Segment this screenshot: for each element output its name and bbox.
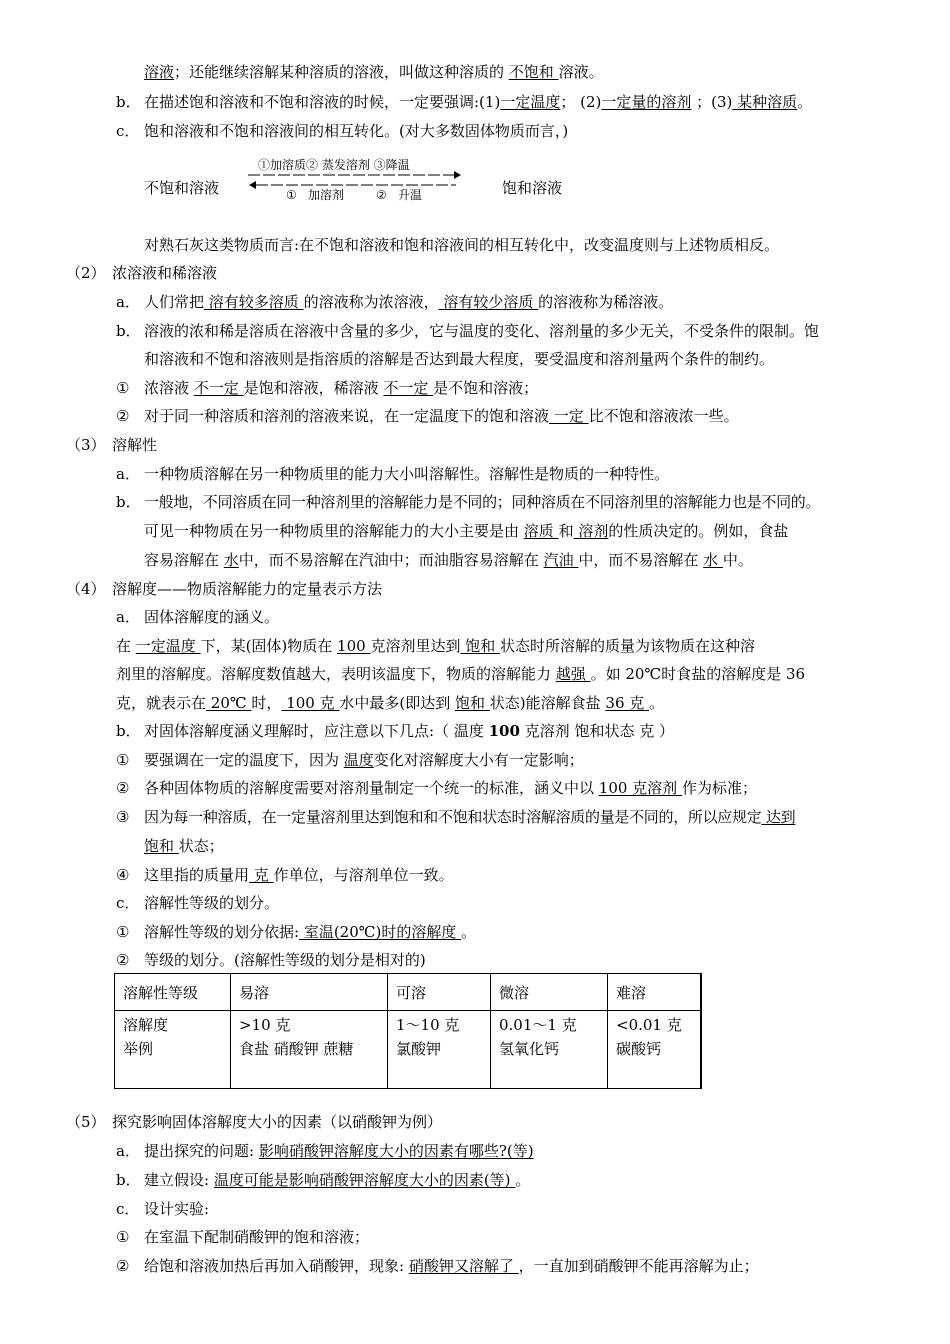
item-marker: ④ — [116, 866, 130, 884]
blank-answer: 一定温度 — [135, 637, 201, 655]
text: 。 — [649, 694, 665, 712]
text-line: 设计实验: — [144, 1200, 210, 1218]
blank-answer: 20℃ — [206, 694, 252, 712]
section-number: （3） — [66, 436, 106, 454]
text: 溶解性等级的划分依据: — [144, 923, 300, 941]
blank-answer: 越强 — [555, 665, 591, 683]
item-marker: c． — [116, 894, 140, 912]
text: 建立假设: — [144, 1171, 214, 1189]
text-line — [144, 922, 476, 942]
text: 给饱和溶液加热后再加入硝酸钾，现象: — [144, 1257, 409, 1275]
table-cell: 溶解度 — [115, 1011, 231, 1039]
text-line — [144, 521, 788, 541]
text-line — [116, 664, 805, 684]
item-marker: ② — [116, 407, 130, 425]
text-line — [144, 721, 674, 741]
text-line — [144, 378, 538, 398]
blank-answer: 溶剂 — [573, 522, 609, 540]
blank-answer: 100 — [337, 637, 371, 655]
text-line — [144, 406, 739, 426]
blank-answer: 达到 — [761, 808, 796, 826]
conversion-left-label: 不饱和溶液 — [144, 179, 220, 197]
solubility-table — [114, 973, 702, 1089]
text: 在描述饱和溶液和不饱和溶液的时候，一定要强调:(1) — [144, 93, 501, 111]
text: ，一直加到硝酸钾不能再溶解为止； — [518, 1257, 759, 1275]
text-line: 在室温下配制硝酸钾的饱和溶液； — [144, 1228, 370, 1246]
text-line — [144, 750, 584, 770]
item-marker: b． — [116, 1171, 141, 1189]
text: 浓溶液 — [144, 379, 194, 397]
section-title: 溶解度——物质溶解能力的定量表示方法 — [112, 580, 383, 598]
text: ；(3) — [691, 93, 733, 111]
blank-answer: 溶液 — [144, 63, 175, 81]
item-marker: a． — [116, 465, 140, 483]
blank-answer: 溶质 — [523, 522, 559, 540]
text: 容易溶解在 — [144, 551, 224, 569]
text: 剂里的溶解度。溶解度数值越大，表明该温度下，物质的溶解能力 — [116, 665, 556, 683]
table-cell: 0.01～1 克 — [491, 1011, 608, 1039]
text: 对于同一种溶质和溶剂的溶液来说，在一定温度下的饱和溶液 — [144, 407, 550, 425]
text-line — [144, 292, 673, 312]
item-marker: b． — [116, 322, 141, 340]
text-line — [144, 836, 224, 856]
blank-answer: 溶有较少溶质 — [438, 293, 539, 311]
text-line — [144, 1256, 759, 1276]
blank-answer: 一定温度 — [500, 93, 561, 111]
table-cell: 食盐 硝酸钾 蔗糖 — [231, 1038, 388, 1089]
text: 克溶剂里达到 — [370, 637, 461, 655]
table-row — [115, 1038, 702, 1089]
blank-answer: 不一定 — [193, 379, 244, 397]
text: 的溶液称为浓溶液， — [303, 293, 439, 311]
table-row — [115, 974, 702, 1011]
text: 。 — [461, 923, 477, 941]
bold-text: 100 — [488, 722, 520, 740]
text: 作为标准； — [681, 779, 757, 797]
blank-answer: 硝酸钾又溶解了 — [408, 1257, 519, 1275]
blank-answer: 100 克溶剂 — [598, 779, 682, 797]
text: 中，而不易溶解在汽油中；而油脂容易溶解在 — [238, 551, 544, 569]
item-marker: b． — [116, 93, 141, 111]
text: 各种固体物质的溶解度需要对溶剂量制定一个统一的标准，涵义中以 — [144, 779, 599, 797]
item-marker: a． — [116, 608, 140, 626]
text-line: 和溶液和不饱和溶液则是指溶质的溶解是否达到最大程度，要受温度和溶剂量两个条件的制约。 — [144, 350, 775, 368]
blank-answer: 36 克 — [605, 694, 650, 712]
text: 。 — [797, 93, 813, 111]
text: 比不饱和溶液浓一些。 — [588, 407, 739, 425]
text: 。如 20℃时食盐的溶解度是 36 — [590, 665, 806, 683]
item-marker: a． — [116, 293, 140, 311]
blank-answer: 温度可能是影响硝酸钾溶解度大小的因素(等) — [213, 1171, 516, 1189]
text-line — [116, 636, 755, 656]
table-cell: 微溶 — [491, 974, 608, 1011]
conversion-arrows — [246, 160, 461, 206]
text: 克溶剂 饱和状态 克 ） — [519, 722, 674, 740]
text-line — [144, 778, 757, 798]
section-number: （5） — [66, 1113, 106, 1131]
text-line — [144, 92, 812, 112]
text-line — [144, 807, 795, 827]
blank-answer: 不饱和 — [508, 63, 559, 81]
text-line — [144, 62, 604, 82]
blank-answer: 克 — [249, 866, 274, 884]
text: 在 — [116, 637, 136, 655]
conversion-bottom-label: ② — [376, 188, 387, 202]
table-cell: 氯酸钾 — [388, 1038, 491, 1089]
blank-answer: 水 — [703, 551, 723, 569]
table-cell: 举例 — [115, 1038, 231, 1089]
section-number: （4） — [66, 580, 106, 598]
text: 下，某(固体)物质在 — [200, 637, 338, 655]
blank-answer: 汽油 — [543, 551, 579, 569]
conversion-top-label: ①加溶质② 蒸发溶剂 ③降温 — [258, 158, 410, 172]
table-cell: <0.01 克 — [608, 1011, 702, 1039]
blank-answer: 饱和 — [144, 837, 179, 855]
text: ；还能继续溶解某种溶质的溶液，叫做这种溶质的 — [174, 63, 509, 81]
text-line: 溶液的浓和稀是溶质在溶液中含量的多少，它与温度的变化、溶剂量的多少无关，不受条件的限制。饱 — [144, 322, 820, 340]
item-marker: ① — [116, 923, 130, 941]
text: ； (2) — [560, 93, 602, 111]
text-line: 饱和溶液和不饱和溶液间的相互转化。(对大多数固体物质而言，) — [144, 122, 569, 140]
text-line: 对熟石灰这类物质而言:在不饱和溶液和饱和溶液间的相互转化中，改变温度则与上述物质相反。 — [144, 236, 780, 254]
blank-answer: 一定量的溶剂 — [601, 93, 692, 111]
text: 溶液。 — [558, 63, 604, 81]
table-cell: 溶解性等级 — [115, 974, 231, 1011]
text: 因为每一种溶质，在一定量溶剂里达到饱和和不饱和状态时溶解溶质的量是不同的，所以应规定 — [144, 808, 762, 826]
table-cell: 氢氧化钙 — [491, 1038, 608, 1089]
text-line — [144, 865, 454, 885]
text: 是不饱和溶液； — [433, 379, 539, 397]
text: 水中最多(即达到 — [339, 694, 455, 712]
text: 提出探究的问题: — [144, 1142, 259, 1160]
section-title: 溶解性 — [112, 436, 158, 454]
conversion-bottom-label: 加溶剂 — [308, 188, 345, 202]
conversion-bottom-label: 升温 — [398, 188, 423, 202]
section-title: 探究影响固体溶解度大小的因素（以硝酸钾为例） — [112, 1113, 443, 1131]
table-cell: 易溶 — [231, 974, 388, 1011]
text-line — [144, 550, 753, 570]
conversion-right-label: 饱和溶液 — [502, 179, 563, 197]
text: 。 — [515, 1171, 531, 1189]
blank-answer: 饱和 — [455, 694, 490, 712]
table-cell: 可溶 — [388, 974, 491, 1011]
item-marker: ① — [116, 379, 130, 397]
item-marker: ② — [116, 779, 130, 797]
table-cell: >10 克 — [231, 1011, 388, 1039]
text: 状态； — [178, 837, 224, 855]
table-cell: 碳酸钙 — [608, 1038, 702, 1089]
item-marker: ② — [116, 951, 130, 969]
blank-answer: 100 克 — [281, 694, 340, 712]
table-row — [115, 1011, 702, 1039]
item-marker: c． — [116, 122, 140, 140]
text: 可见一种物质在另一种物质里的溶解能力的大小主要是由 — [144, 522, 524, 540]
text: 和 — [558, 522, 574, 540]
text-line — [144, 1141, 534, 1161]
blank-answer: 水 — [223, 551, 239, 569]
blank-answer: 影响硝酸钾溶解度大小的因素有哪些?(等) — [258, 1142, 534, 1160]
text: 是饱和溶液，稀溶液 — [243, 379, 384, 397]
text: 对固体溶解度涵义理解时，应注意以下几点:（ 温度 — [144, 722, 489, 740]
blank-answer: 一定 — [549, 407, 589, 425]
text: 时， — [251, 694, 282, 712]
blank-answer: 不一定 — [383, 379, 434, 397]
section-title: 浓溶液和稀溶液 — [112, 264, 218, 282]
text: 作单位，与溶剂单位一致。 — [273, 866, 454, 884]
text: 的性质决定的。例如，食盐 — [608, 522, 789, 540]
text-line — [144, 1170, 530, 1190]
item-marker: b． — [116, 493, 141, 511]
text: 克，就表示在 — [116, 694, 207, 712]
text-line — [116, 693, 664, 713]
text: 要强调在一定的温度下，因为 — [144, 751, 344, 769]
item-marker: b． — [116, 722, 141, 740]
text-line: 一般地，不同溶质在同一种溶剂里的溶解能力是不同的；同种溶质在不同溶剂里的溶解能力也是不同的。 — [144, 493, 821, 511]
text: 变化对溶解度大小有一定影响； — [373, 751, 584, 769]
text-line: 溶解性等级的划分。 — [144, 894, 280, 912]
table-cell: 1～10 克 — [388, 1011, 491, 1039]
blank-answer: 温度 — [343, 751, 374, 769]
text: 中，而不易溶解在 — [578, 551, 704, 569]
blank-answer: 某种溶质 — [732, 93, 798, 111]
blank-answer: 室温(20℃)时的溶解度 — [299, 923, 462, 941]
text: 人们常把 — [144, 293, 205, 311]
section-number: （2） — [66, 264, 106, 282]
blank-answer: 溶有较多溶质 — [204, 293, 304, 311]
item-marker: ① — [116, 1228, 130, 1246]
text: 状态时所溶解的质量为该物质在这种溶 — [500, 637, 756, 655]
item-marker: ② — [116, 1257, 130, 1275]
item-marker: a． — [116, 1142, 140, 1160]
table-cell: 难溶 — [608, 974, 702, 1011]
item-marker: ③ — [116, 808, 130, 826]
text-line: 固体溶解度的涵义。 — [144, 608, 280, 626]
text-line: 等级的划分。(溶解性等级的划分是相对的) — [144, 951, 426, 969]
text: 中。 — [722, 551, 753, 569]
text-line: 一种物质溶解在另一种物质里的能力大小叫溶解性。溶解性是物质的一种特性。 — [144, 465, 670, 483]
conversion-bottom-label: ① — [286, 188, 297, 202]
text: 的溶液称为稀溶液。 — [538, 293, 674, 311]
blank-answer: 饱和 — [460, 637, 501, 655]
item-marker: ① — [116, 751, 130, 769]
text: 这里指的质量用 — [144, 866, 250, 884]
item-marker: c． — [116, 1200, 140, 1218]
text: 状态)能溶解食盐 — [489, 694, 606, 712]
